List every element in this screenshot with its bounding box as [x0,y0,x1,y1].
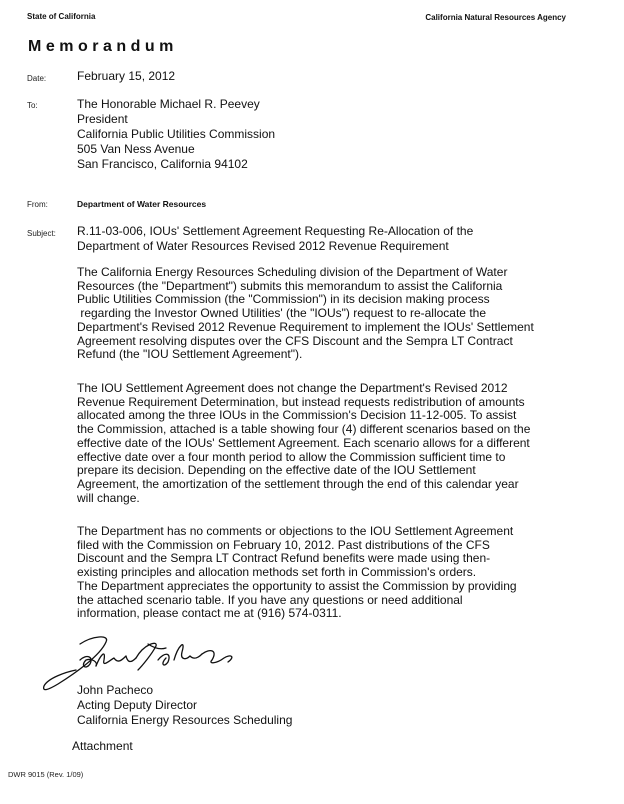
body-line: The Department has no comments or objections to the IOU Settlement Agreement [77,524,514,538]
body-line: existing principles and allocation methods set forth in Commission's orders. [77,565,477,580]
body-paragraph-3 [77,525,517,621]
header-agency-left: State of California [27,12,96,21]
to-line: President [77,112,128,126]
to-label: To: [27,101,38,110]
body-line: the Commission, attached is a table showing four (4) different scenarios based on the [77,422,531,437]
body-line: filed with the Commission on February 10, 2012. Past distributions of the CFS [77,537,490,552]
body-line: prepare its decision. Depending on the effective date of the IOU Settlement [77,463,476,478]
to-line: The Honorable Michael R. Peevey [77,97,260,111]
signature-block [77,683,292,728]
body-line: Resources (the "Department") submits this memorandum to assist the California [77,278,503,293]
to-address-block [77,97,275,172]
body-line: Refund (the "IOU Settlement Agreement"). [77,347,303,362]
body-line: information, please contact me at (916) 574-0311. [77,606,342,621]
subject-line: R.11-03-006, IOUs' Settlement Agreement Requesting Re-Allocation of the [77,224,474,238]
signer-title: Acting Deputy Director [77,698,198,712]
body-paragraph-2 [77,382,530,505]
body-line: allocated among the three IOUs in the Commission's Decision 11-12-005. To assist [77,408,517,423]
memo-title: Memorandum [28,38,178,55]
attachment-note: Attachment [72,739,133,753]
body-line: The IOU Settlement Agreement does not change the Department's Revised 2012 [77,381,508,395]
body-line: Agreement, the amortization of the settlement through the end of this calendar year [77,476,519,491]
body-paragraph-1 [77,266,534,362]
subject-line: Department of Water Resources Revised 2012 Revenue Requirement [77,239,449,253]
to-line: 505 Van Ness Avenue [77,142,195,156]
form-number-footer: DWR 9015 (Rev. 1/09) [8,770,84,779]
body-line: The Department appreciates the opportunity to assist the Commission by providing [77,578,517,593]
from-label: From: [27,200,48,209]
signer-name: John Pacheco [77,683,154,697]
body-line: effective date over a four month period to allow the Commission sufficient time to [77,449,506,464]
subject-text [77,224,473,254]
to-line: California Public Utilities Commission [77,127,276,141]
body-line: The California Energy Resources Scheduling division of the Department of Water [77,265,508,279]
body-line: regarding the Investor Owned Utilities' (the "IOUs") request to re-allocate the [77,306,486,321]
date-label: Date: [27,74,47,83]
subject-label: Subject: [27,229,56,238]
body-line: the attached scenario table. If you have any questions or need additional [77,592,463,607]
body-line: will change. [77,490,140,505]
to-line: San Francisco, California 94102 [77,157,248,171]
body-line: Agreement resolving disputes over the CFS Discount and the Sempra LT Contract [77,333,513,348]
body-line: Revenue Requirement Determination, but instead requests redistribution of amounts [77,394,525,409]
header-agency-right: California Natural Resources Agency [425,13,566,22]
date-value: February 15, 2012 [77,69,176,83]
body-line: Discount and the Sempra LT Contract Refund benefits were made using then- [77,551,491,566]
body-line: effective date of the IOUs' Settlement Agreement. Each scenario allows for a different [77,435,530,450]
from-value: Department of Water Resources [77,199,207,209]
body-line: Public Utilities Commission (the "Commission") in its decision making process [77,292,490,307]
body-line: Department's Revised 2012 Revenue Requirement to implement the IOUs' Settlement [77,319,534,334]
signer-organization: California Energy Resources Scheduling [77,713,293,727]
